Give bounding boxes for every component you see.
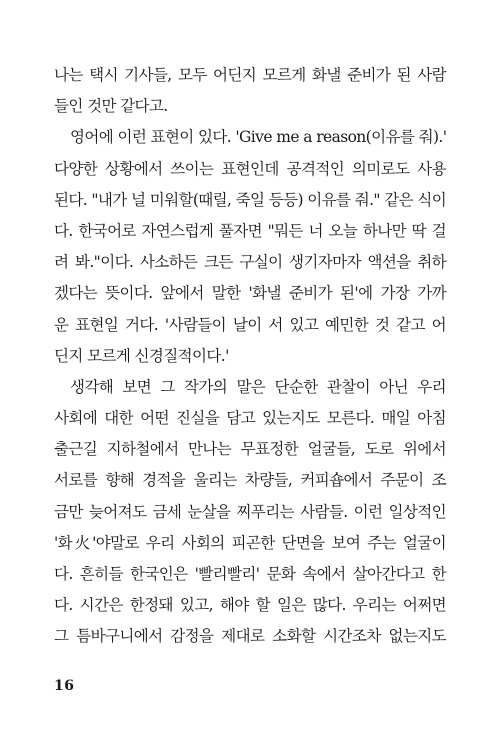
- paragraph-2: [54, 122, 446, 372]
- paragraph-3: [54, 372, 446, 653]
- text-line: 된다. "내가 널 미워할(때릴, 죽일 등등) 이유를 줘." 같은 식이: [54, 190, 447, 209]
- text-line: 다. 흔히들 한국인은 '빨리빨리' 문화 속에서 살아간다고 한: [54, 565, 446, 583]
- text-line: 출근길 지하철에서 만나는 무표정한 얼굴들, 도로 위에서: [54, 440, 446, 459]
- text-line: 다. 한국어로 자연스럽게 풀자면 "뭐든 너 오늘 하나만 딱 걸: [54, 221, 446, 240]
- text-line: 사회에 대한 어떤 진실을 담고 있는지도 모른다. 매일 아침: [54, 409, 446, 428]
- text-line: 들인 것만 같다고.: [54, 97, 168, 116]
- text-line: 딘지 모르게 신경질적이다.': [54, 346, 229, 365]
- text-line: 서로를 향해 경적을 울리는 차량들, 커피숍에서 주문이 조: [54, 471, 446, 490]
- text-line: 금만 늦어져도 금세 눈살을 찌푸리는 사람들. 이런 일상적인: [54, 502, 446, 521]
- text-line: '화火'야말로 우리 사회의 피곤한 단면을 보여 주는 얼굴이: [54, 533, 446, 552]
- text-line: 겠다는 뜻이다. 앞에서 말한 '화낼 준비가 된'에 가장 가까: [54, 284, 446, 303]
- text-line: 그 틈바구니에서 감정을 제대로 소화할 시간조차 없는지도: [54, 627, 446, 646]
- page-number: 16: [54, 678, 75, 694]
- paragraph-1: [54, 60, 446, 122]
- text-line: 나는 택시 기사들, 모두 어딘지 모르게 화낼 준비가 된 사람: [54, 66, 446, 84]
- text-line: 영어에 이런 표현이 있다. 'Give me a reason(이유를 줘).': [70, 128, 447, 147]
- text-line: 생각해 보면 그 작가의 말은 단순한 관찰이 아닌 우리: [70, 377, 446, 396]
- body-text: [54, 60, 446, 653]
- text-line: 다양한 상황에서 쓰이는 표현인데 공격적인 의미로도 사용: [54, 159, 446, 178]
- text-line: 다. 시간은 한정돼 있고, 해야 할 일은 많다. 우리는 어쩌면: [54, 596, 446, 615]
- text-line: 운 표현일 거다. '사람들이 날이 서 있고 예민한 것 같고 어: [54, 315, 446, 334]
- text-line: 려 봐."이다. 사소하든 크든 구실이 생기자마자 액션을 취하: [54, 253, 446, 272]
